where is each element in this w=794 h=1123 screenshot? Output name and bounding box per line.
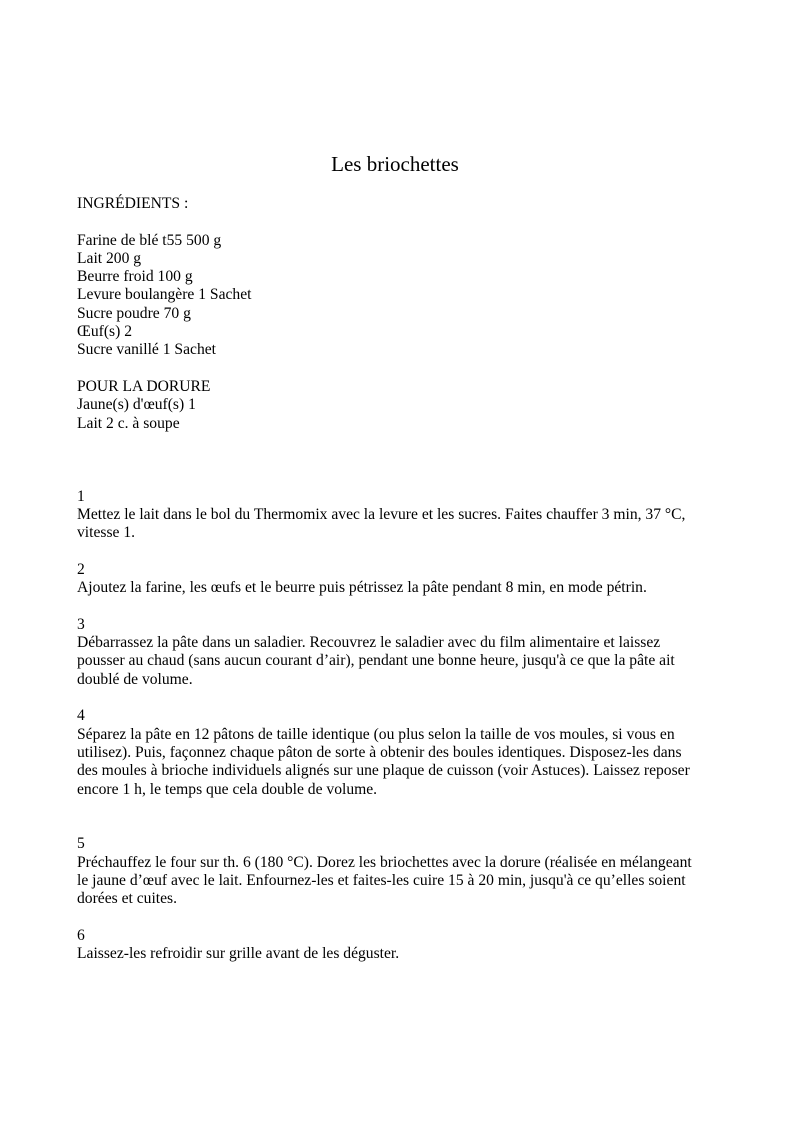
step-number: 6 xyxy=(77,926,85,944)
spacer xyxy=(77,469,717,487)
step-6 xyxy=(77,927,717,964)
step-text-line: Laissez-les refroidir sur grille avant de les déguster. xyxy=(77,945,400,963)
spacer xyxy=(77,433,717,451)
ingredient-item: Lait 200 g xyxy=(77,249,142,267)
ingredient-item: Œuf(s) 2 xyxy=(77,323,133,341)
recipe-body xyxy=(77,195,717,963)
step-1 xyxy=(77,488,717,543)
spacer xyxy=(77,598,717,616)
step-number: 5 xyxy=(77,835,85,853)
spacer xyxy=(77,799,717,817)
step-number: 3 xyxy=(77,615,85,633)
step-text-line: Préchauffez le four sur th. 6 (180 °C). Dorez les briochettes avec la dorure (réalisée en mélangeant xyxy=(77,853,692,871)
spacer xyxy=(77,689,717,707)
spacer xyxy=(77,451,717,469)
step-text-line: doublé de volume. xyxy=(77,670,193,688)
step-text-line: vitesse 1. xyxy=(77,524,136,542)
ingredient-item: Beurre froid 100 g xyxy=(77,268,193,286)
spacer xyxy=(77,817,717,835)
step-text-line: encore 1 h, le temps que cela double de volume. xyxy=(77,780,378,798)
dorure-list xyxy=(77,396,717,433)
step-5 xyxy=(77,835,717,908)
dorure-heading: POUR LA DORURE xyxy=(77,377,211,395)
spacer xyxy=(77,543,717,561)
ingredients-list xyxy=(77,232,717,360)
ingredient-item: Farine de blé t55 500 g xyxy=(77,231,222,249)
step-4 xyxy=(77,707,717,798)
step-text-line: Séparez la pâte en 12 pâtons de taille identique (ou plus selon la taille de vos moules, si vous en xyxy=(77,725,675,743)
step-text-line: le jaune d’œuf avec le lait. Enfournez-les et faites-les cuire 15 à 20 min, jusqu'à ce qu’elles soient xyxy=(77,871,686,889)
spacer xyxy=(77,360,717,378)
step-text-line: Ajoutez la farine, les œufs et le beurre puis pétrissez la pâte pendant 8 min, en mode pétrin. xyxy=(77,579,647,597)
ingredients-heading: INGRÉDIENTS : xyxy=(77,195,189,212)
ingredient-item: Levure boulangère 1 Sachet xyxy=(77,286,252,304)
ingredient-item: Sucre poudre 70 g xyxy=(77,304,191,322)
step-2 xyxy=(77,561,717,598)
step-number: 2 xyxy=(77,560,85,578)
step-3 xyxy=(77,616,717,689)
ingredient-item: Sucre vanillé 1 Sachet xyxy=(77,341,216,359)
step-number: 4 xyxy=(77,707,85,725)
step-text-line: Mettez le lait dans le bol du Thermomix avec la levure et les sucres. Faites chauffer 3 min, 37 °C, xyxy=(77,506,686,524)
step-number: 1 xyxy=(77,487,85,505)
spacer xyxy=(77,213,717,231)
step-text-line: utilisez). Puis, façonnez chaque pâton de sorte à obtenir des boules identiques. Disposez-les dans xyxy=(77,743,682,761)
step-text-line: Débarrassez la pâte dans un saladier. Recouvrez le saladier avec du film alimentaire et laissez xyxy=(77,634,661,652)
step-text-line: dorées et cuites. xyxy=(77,890,178,908)
step-text-line: des moules à brioche individuels alignés sur une plaque de cuisson (voir Astuces). Laissez reposer xyxy=(77,762,690,780)
dorure-item: Lait 2 c. à soupe xyxy=(77,414,180,432)
page-title: Les briochettes xyxy=(331,152,459,176)
spacer xyxy=(77,909,717,927)
step-text-line: pousser au chaud (sans aucun courant d’air), pendant une bonne heure, jusqu'à ce que la pâte ait xyxy=(77,652,675,670)
dorure-item: Jaune(s) d'œuf(s) 1 xyxy=(77,396,196,414)
